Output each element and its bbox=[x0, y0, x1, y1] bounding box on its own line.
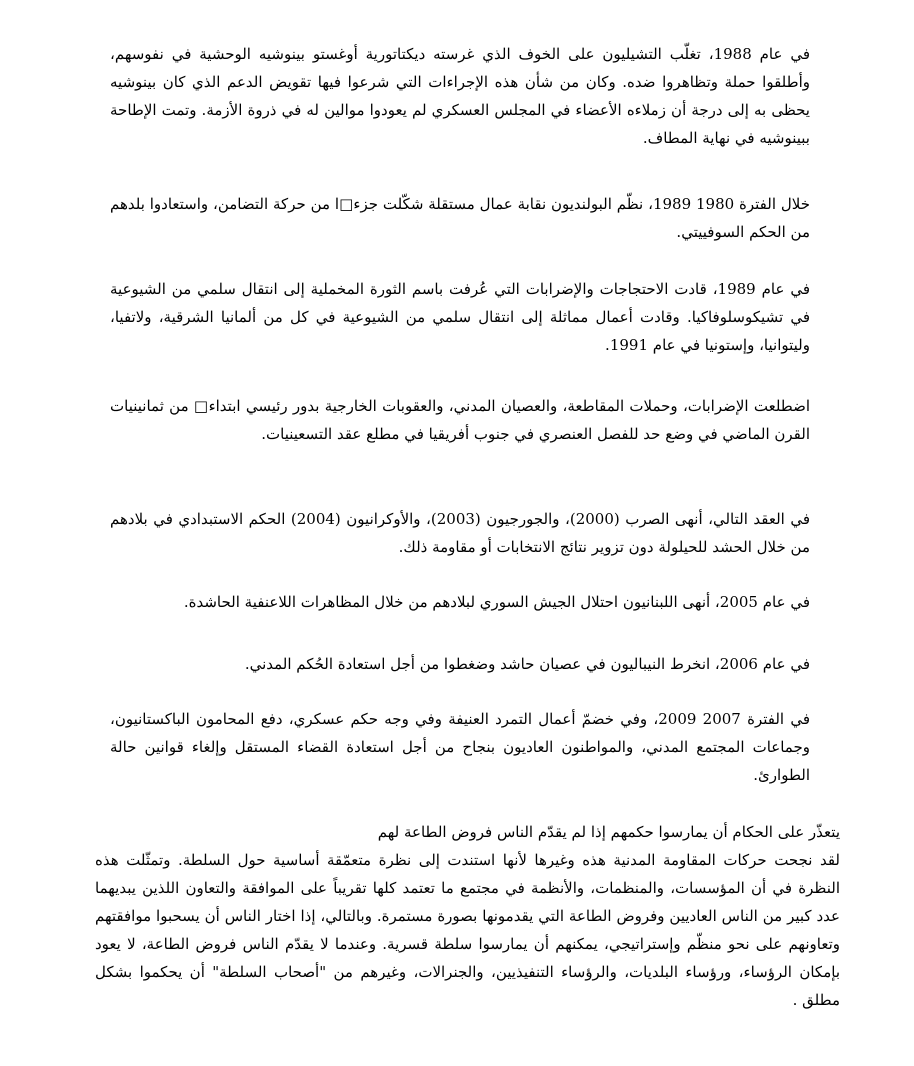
paragraph-nepal: في عام 2006، انخرط النيباليون في عصيان حاشد وضغطوا من أجل استعادة الحُكم المدني. bbox=[244, 655, 810, 673]
paragraph-south-africa: اضطلعت الإضرابات، وحملات المقاطعة، والعصيان المدني، والعقوبات الخارجية بدور رئيسي ابتداء□ من ثمانينيات القرن الماضي في وضع حد للفصل العنصري في جنوب أفريقيا في مطلع عقد التسعينيات. bbox=[110, 397, 810, 443]
paragraph-velvet-revolution: في عام 1989، قادت الاحتجاجات والإضرابات التي عُرفت باسم الثورة المخملية إلى انتقال سلمي من الشيوعية في تشيكوسلوفاكيا. وقادت أعمال مماثلة إلى انتقال سلمي من الشيوعية في كل من ألمانيا الشرقية، ولاتفيا، وليتوانيا، وإستونيا في عام 1991. bbox=[110, 280, 810, 354]
paragraph-poland: خلال الفترة 1980 1989، نظّم البولنديون نقابة عمال مستقلة شكّلت جزء□ا من حركة التضامن، واستعادوا بلدهم من الحكم السوفييتي. bbox=[110, 195, 810, 241]
paragraph-chile: في عام 1988، تغلّب التشيليون على الخوف الذي غرسته ديكتاتورية أوغستو بينوشيه الوحشية في نفوسهم، وأطلقوا حملة وتظاهروا ضده. وكان من شأن هذه الإجراءات التي شرعوا فيها تقويض الدعم الذي كان بينوشيه يحظى به إلى درجة أن زملاءه الأعضاء في المجلس العسكري لم يعودوا موالين له في ذروة الأزمة. وتمت الإطاحة ببينوشيه في نهاية المطاف. bbox=[110, 45, 810, 147]
paragraph-pakistan: في الفترة 2007 2009، وفي خضمّ أعمال التمرد العنيفة وفي وجه حكم عسكري، دفع المحامون الباكستانيون، وجماعات المجتمع المدني، والمواطنون العاديون بنجاح من أجل استعادة القضاء المستقل وإلغاء قوانين حالة الطوارئ. bbox=[110, 710, 810, 784]
paragraph-serbia-georgia-ukraine: في العقد التالي، أنهى الصرب (2000)، والجورجيون (2003)، والأوكرانيون (2004) الحكم الاستبدادي في بلادهم من خلال الحشد للحيلولة دون تزوير نتائج الانتخابات أو مقاومة ذلك. bbox=[110, 510, 811, 556]
paragraph-lebanon: في عام 2005، أنهى اللبنانيون احتلال الجيش السوري لبلادهم من خلال المظاهرات اللاعنفية الحاشدة. bbox=[183, 593, 810, 611]
paragraph-power-theory: يتعذّر على الحكام أن يمارسوا حكمهم إذا لم يقدّم الناس فروض الطاعة لهم لقد نجحت حركات المقاومة المدنية هذه وغيرها لأنها استندت إلى نظرة متعمّقة أساسية حول السلطة. وتمثّلت هذه النظرة في أن المؤسسات، والمنظمات، والأنظمة في مجتمع ما تعتمد كلها تقريباً على الموافقة والتعاون اللذين يبديهما عدد كبير من الناس العاديين وفروض الطاعة التي يقدمونها بصورة مستمرة. وبالتالي، إذا اختار الناس أن يسحبوا موافقتهم وتعاونهم على نحو منظّم وإستراتيجي، يمكنهم أن يمارسوا سلطة قسرية. وعندما لا يقدّم الناس فروض الطاعة، لا يعود بإمكان الرؤساء، ورؤساء البلديات، والرؤساء التنفيذيين، والجنرالات، وغيرهم من "أصحاب السلطة" أن يحكموا بشكل مطلق . bbox=[95, 823, 840, 1009]
